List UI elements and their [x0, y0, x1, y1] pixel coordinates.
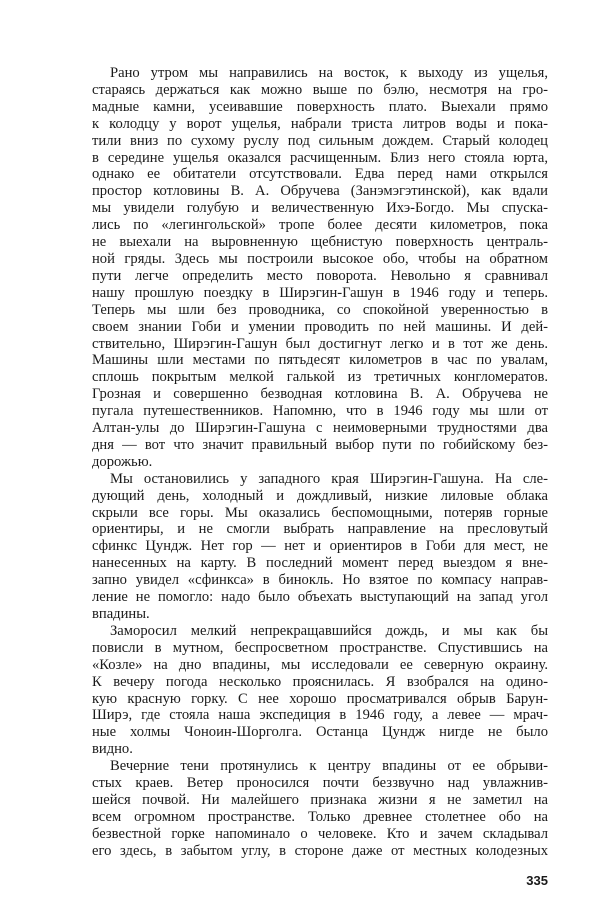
text-line: его здесь, в забытом углу, в стороне даже от местных колодезных	[92, 842, 548, 859]
paragraph	[92, 65, 548, 471]
text-line: мадные камни, усеивавшие поверхность плато. Выехали прямо	[92, 98, 548, 115]
text-line: мы увидели голубую и величественную Ихэ-Богдо. Мы спуска-	[92, 200, 548, 217]
text-line: своем знании Гоби и умении проводить по ней машины. И дей-	[92, 318, 548, 335]
text-line: не выехали на выровненную щебнистую поверхность централь-	[92, 234, 548, 251]
text-line: скрыли все горы. Мы оказались беспомощными, потеряв горные	[92, 504, 548, 521]
text-line: стых краев. Ветер проносился почти беззвучно над увлажнив-	[92, 775, 548, 792]
text-line: нашу прошлую поездку в Ширэгин-Гашун в 1946 году и теперь.	[92, 284, 548, 301]
text-line: запно увидел «сфинкса» в бинокль. Но взятое по компасу направ-	[92, 572, 548, 589]
paragraph	[92, 471, 548, 623]
text-line: пугала путешественников. Напомню, что в 1946 году мы шли от	[92, 403, 548, 420]
text-line: Вечерние тени протянулись к центру впадины от ее обрыви-	[110, 758, 548, 775]
text-line: Мы остановились у западного края Ширэгин-Гашуна. На сле-	[110, 470, 548, 487]
text-line: Ширэ, где стояла наша экспедиция в 1946 году, а левее — мрач-	[92, 707, 548, 724]
text-line: «Козле» на дно впадины, мы исследовали ее северную окраину.	[92, 656, 548, 673]
text-line: однако ее обитатели отсутствовали. Едва перед нами открылся	[92, 166, 548, 183]
text-line: ление не помогло: надо было объехать выступающий на запад угол	[92, 589, 548, 606]
text-line: дня — вот что значит правильный выбор пути по гобийскому без-	[92, 436, 548, 453]
text-line: сфинкс Цундж. Нет гор — нет и ориентиров в Гоби для мест, не	[92, 538, 548, 555]
text-line: простор котловины В. А. Обручева (Занэмэгэтинской), как вдали	[92, 183, 548, 200]
text-line: лись по «легингольской» тропе более десяти километров, пока	[92, 217, 548, 234]
text-line: к колодцу у ворот ущелья, набрали триста литров воды и пока-	[92, 115, 548, 132]
text-line: Заморосил мелкий непрекращавшийся дождь, и мы как бы	[110, 622, 548, 639]
text-line: Рано утром мы направились на восток, к выходу из ущелья,	[110, 65, 548, 81]
text-line: в середине ущелья оказался расчищенным. Близ него стояла юрта,	[92, 149, 548, 166]
paragraph	[92, 758, 548, 859]
text-line: видно.	[92, 741, 133, 758]
text-line: шейся почвой. Ни малейшего признака жизни я не заметил на	[92, 791, 548, 808]
text-line: пути легче определить место поворота. Невольно я сравнивал	[92, 267, 548, 284]
page-number: 335	[526, 873, 548, 888]
text-line: сплошь покрытым мелкой галькой из третичных конгломератов.	[92, 369, 548, 386]
text-line: ориентиры, и не смогли выбрать направление на пресловутый	[92, 521, 548, 538]
text-line: ствительно, Ширэгин-Гашун был достигнут легко и в тот же день.	[92, 335, 548, 352]
text-line: Алтан-улы до Ширэгин-Гашуна с неимоверными трудностями два	[92, 420, 548, 437]
text-line: К вечеру погода несколько прояснилась. Я взобрался на одино-	[92, 673, 548, 690]
text-line: Теперь мы шли без проводника, со спокойной уверенностью в	[92, 301, 548, 318]
text-line: ные холмы Чоноин-Шорголга. Останца Цундж нигде не было	[92, 724, 548, 741]
text-line: Грозная и совершенно безводная котловина В. А. Обручева не	[92, 386, 548, 403]
paragraph	[92, 623, 548, 758]
text-line: Машины шли местами по пятьдесят километров в час по увалам,	[92, 352, 548, 369]
page-body-text	[92, 65, 548, 860]
text-line: тили вниз по сухому руслу под сильным дождем. Старый колодец	[92, 132, 548, 149]
text-line: стараясь держаться как можно выше по бэлю, несмотря на гро-	[92, 81, 548, 98]
text-line: всем огромном пространстве. Только древнее столетнее обо на	[92, 808, 548, 825]
text-line: безвестной горке напоминало о человеке. Кто и зачем складывал	[92, 825, 548, 842]
text-line: дующий день, холодный и дождливый, низкие лиловые облака	[92, 487, 548, 504]
text-line: нанесенных на карту. В последний момент перед выездом я вне-	[92, 555, 548, 572]
text-line: кую красную горку. С нее хорошо просматривался обрыв Барун-	[92, 690, 548, 707]
text-line: ной гряды. Здесь мы построили высокое обо, чтобы на обратном	[92, 250, 548, 267]
text-line: впадины.	[92, 606, 150, 622]
text-line: повисли в мутном, беспросветном пространстве. Спустившись на	[92, 639, 548, 656]
text-line: дорожью.	[92, 453, 153, 470]
